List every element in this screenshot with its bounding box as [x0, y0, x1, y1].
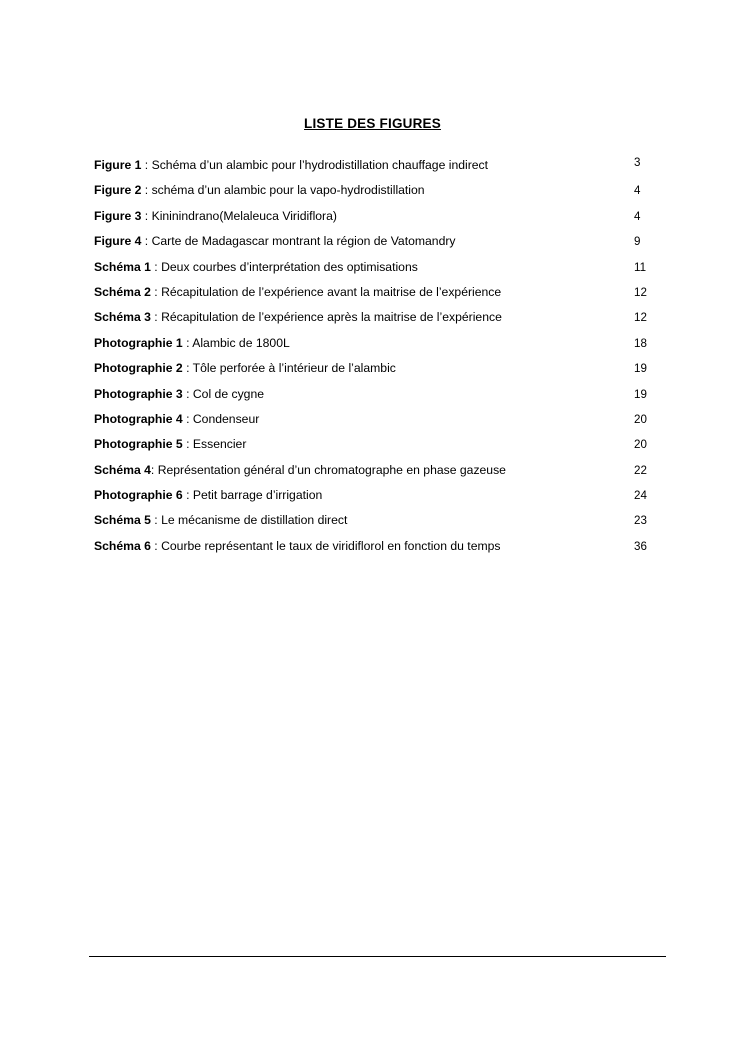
- figure-label: Figure 2: [94, 183, 142, 198]
- figure-description: : Représentation général d’un chromatographe en phase gazeuse: [150, 462, 506, 477]
- figure-description: : Carte de Madagascar montrant la région de Vatomandry: [141, 234, 456, 249]
- figure-label: Figure 4: [94, 234, 142, 249]
- figure-label: Photographie 2: [94, 361, 183, 376]
- list-item: [94, 305, 664, 330]
- figure-page-number: 36: [634, 539, 647, 553]
- figure-page-number: 24: [634, 489, 647, 503]
- figure-description: : Condenseur: [182, 411, 260, 426]
- list-item: [94, 255, 664, 280]
- list-item: [94, 178, 664, 203]
- page-title: LISTE DES FIGURES: [304, 116, 441, 131]
- list-item: [94, 483, 664, 508]
- figure-description: : Alambic de 1800L: [182, 335, 290, 350]
- figure-label: Photographie 1: [94, 335, 183, 350]
- figure-description: : Deux courbes d’interprétation des optimisations: [150, 259, 418, 274]
- figure-label: Schéma 5: [94, 513, 151, 528]
- figure-label: Schéma 6: [94, 538, 151, 553]
- figure-label: Photographie 6: [94, 488, 183, 503]
- figure-description: : Tôle perforée à l’intérieur de l’alambic: [182, 361, 396, 376]
- list-item: [94, 458, 664, 483]
- figure-description: : Le mécanisme de distillation direct: [150, 513, 348, 528]
- list-item: [94, 280, 664, 305]
- figure-description: : schéma d’un alambic pour la vapo-hydrodistillation: [141, 183, 425, 198]
- list-item: [94, 432, 664, 457]
- list-item: [94, 204, 664, 229]
- figure-page-number: 18: [634, 336, 647, 350]
- figure-page-number: 12: [634, 311, 647, 325]
- figure-description: : Petit barrage d’irrigation: [182, 488, 323, 503]
- figure-page-number: 4: [634, 209, 641, 223]
- list-item: [94, 534, 664, 559]
- figure-page-number: 19: [634, 387, 647, 401]
- footer-divider: [89, 956, 666, 957]
- figure-label: Schéma 1: [94, 259, 151, 274]
- figure-label: Figure 1: [94, 158, 142, 172]
- figure-page-number: 20: [634, 438, 647, 452]
- figure-description: : Schéma d’un alambic pour l’hydrodistillation chauffage indirect: [141, 158, 489, 172]
- figure-description: : Récapitulation de l’expérience avant la maitrise de l’expérience: [150, 284, 502, 299]
- figure-page-number: 4: [634, 184, 641, 198]
- figure-description: : Col de cygne: [182, 386, 265, 401]
- list-item: [94, 508, 664, 533]
- figure-label: Figure 3: [94, 208, 142, 223]
- figure-page-number: 12: [634, 285, 647, 299]
- figure-label: Photographie 3: [94, 386, 183, 401]
- list-item: [94, 382, 664, 407]
- figure-label: Schéma 4: [94, 462, 151, 477]
- figure-label: Photographie 5: [94, 437, 183, 452]
- figure-description: : Essencier: [182, 437, 247, 452]
- figure-label: Schéma 2: [94, 284, 151, 299]
- figure-page-number: 20: [634, 412, 647, 426]
- figure-page-number: 23: [634, 514, 647, 528]
- figure-page-number: 22: [634, 463, 647, 477]
- list-item: [94, 153, 664, 178]
- figure-page-number: 11: [634, 260, 647, 274]
- figure-page-number: 19: [634, 362, 647, 376]
- list-item: [94, 356, 664, 381]
- figure-description: : Récapitulation de l’expérience après la maitrise de l’expérience: [150, 310, 502, 325]
- list-item: [94, 331, 664, 356]
- figure-description: : Kininindrano(Melaleuca Viridiflora): [141, 208, 337, 223]
- list-item: [94, 229, 664, 254]
- figure-page-number: 9: [634, 235, 641, 249]
- figure-label: Schéma 3: [94, 310, 151, 325]
- figure-label: Photographie 4: [94, 411, 183, 426]
- figure-list: [94, 153, 664, 559]
- figure-page-number: 3: [634, 156, 641, 169]
- list-item: [94, 407, 664, 432]
- figure-description: : Courbe représentant le taux de viridiflorol en fonction du temps: [150, 538, 501, 553]
